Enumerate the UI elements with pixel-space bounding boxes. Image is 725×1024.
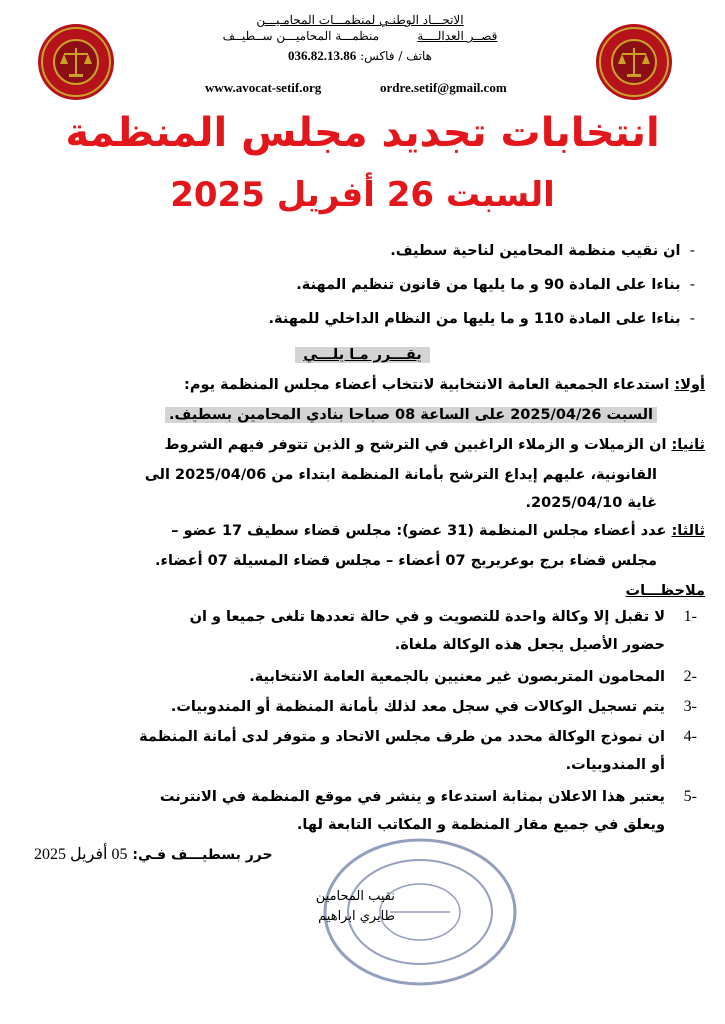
notes-heading: ملاحظـــات <box>625 583 705 599</box>
election-date-title: السبت 26 أفريل 2025 <box>170 175 555 215</box>
note-number: 5- <box>683 788 697 805</box>
second-item-line-2: القانونية، عليهم إيداع الترشح بأمانة المنظمة ابتداء من 2025/04/06 الى <box>144 467 657 483</box>
note-number: 3- <box>683 698 697 715</box>
note-number: 2- <box>683 668 697 685</box>
document-title: انتخابات تجديد مجلس المنظمة <box>65 110 660 156</box>
note-2-line-1: المحامون المتربصون غير معنيين بالجمعية العامة الانتخابية. <box>249 669 665 685</box>
note-1-line-1: لا تقبل إلا وكالة واحدة للتصويت و في حالة تعددها تلغى جميعا و ان <box>189 609 665 625</box>
note-number: 4- <box>683 728 697 745</box>
signature-name: طايري ابراهيم <box>318 909 395 924</box>
second-item-line-1: ثانيا: ان الزميلات و الزملاء الراغبين في الترشح و الذين تتوفر فيهم الشروط <box>164 437 705 453</box>
note-5-line-2: ويعلق في جميع مقار المنظمة و المكاتب التابعة لها. <box>296 817 665 833</box>
bar-association-seal-right-icon <box>594 22 674 102</box>
intro-line-3: - بناءا على المادة 110 و ما يليها من النظام الداخلي للمهنة. <box>268 311 695 327</box>
website-link[interactable]: www.avocat-setif.org <box>205 80 322 95</box>
intro-line-2: - بناءا على المادة 90 و ما يليها من قانون تنظيم المهنة. <box>296 277 695 293</box>
note-number: 1- <box>683 608 697 625</box>
note-5-line-1: يعتبر هذا الاعلان بمثابة استدعاء و ينشر في موقع المنظمة في الانترنت <box>159 789 665 805</box>
place-date: حرر بسطيـــف فـي: 05 أفريل 2025 <box>34 846 273 863</box>
intro-line-1: - ان نقيب منظمة المحامين لناحية سطيف. <box>390 243 695 259</box>
org-and-court: قصــر العدالــــة منظمـــة المحاميـــن ســطيــف <box>222 29 498 43</box>
note-3-line-1: يتم تسجيل الوكالات في سجل معد لذلك بأمانة المنظمة أو المندوبيات. <box>170 699 665 715</box>
second-item-line-3: غاية 2025/04/10. <box>525 495 657 511</box>
signature-title: نقيب المحامين <box>315 889 395 904</box>
third-item-line-1: ثالثا: عدد أعضاء مجلس المنظمة (31 عضو): مجلس قضاء سطيف 17 عضو – <box>171 523 705 539</box>
note-4-line-1: ان نموذج الوكالة محدد من طرف مجلس الاتحاد و متوفر لدى أمانة المنظمة <box>139 729 665 745</box>
phone-line: هاتف / فاكس: 036.82.13.86 <box>288 48 432 63</box>
email-link[interactable]: ordre.setif@gmail.com <box>380 80 507 95</box>
first-item-line-2: السبت 2025/04/26 على الساعة 08 صباحا بنادي المحامين بسطيف. <box>165 402 657 428</box>
third-item-line-2: مجلس قضاء برج بوعريريج 07 أعضاء – مجلس قضاء المسيلة 07 أعضاء. <box>155 553 657 569</box>
decision-heading: يقـــرر مـا يلـــي <box>0 342 725 368</box>
union-name: الاتحـــاد الوطنـي لمنظمـــات المحامـيـــن <box>256 13 464 27</box>
note-1-line-2: حضور الأصيل يجعل هذه الوكالة ملغاة. <box>394 637 665 653</box>
bar-association-seal-left-icon <box>36 22 116 102</box>
note-4-line-2: أو المندوبيات. <box>565 757 665 773</box>
first-item-line-1: أولا: استدعاء الجمعية العامة الانتخابية لانتخاب أعضاء مجلس المنظمة يوم: <box>184 377 705 393</box>
